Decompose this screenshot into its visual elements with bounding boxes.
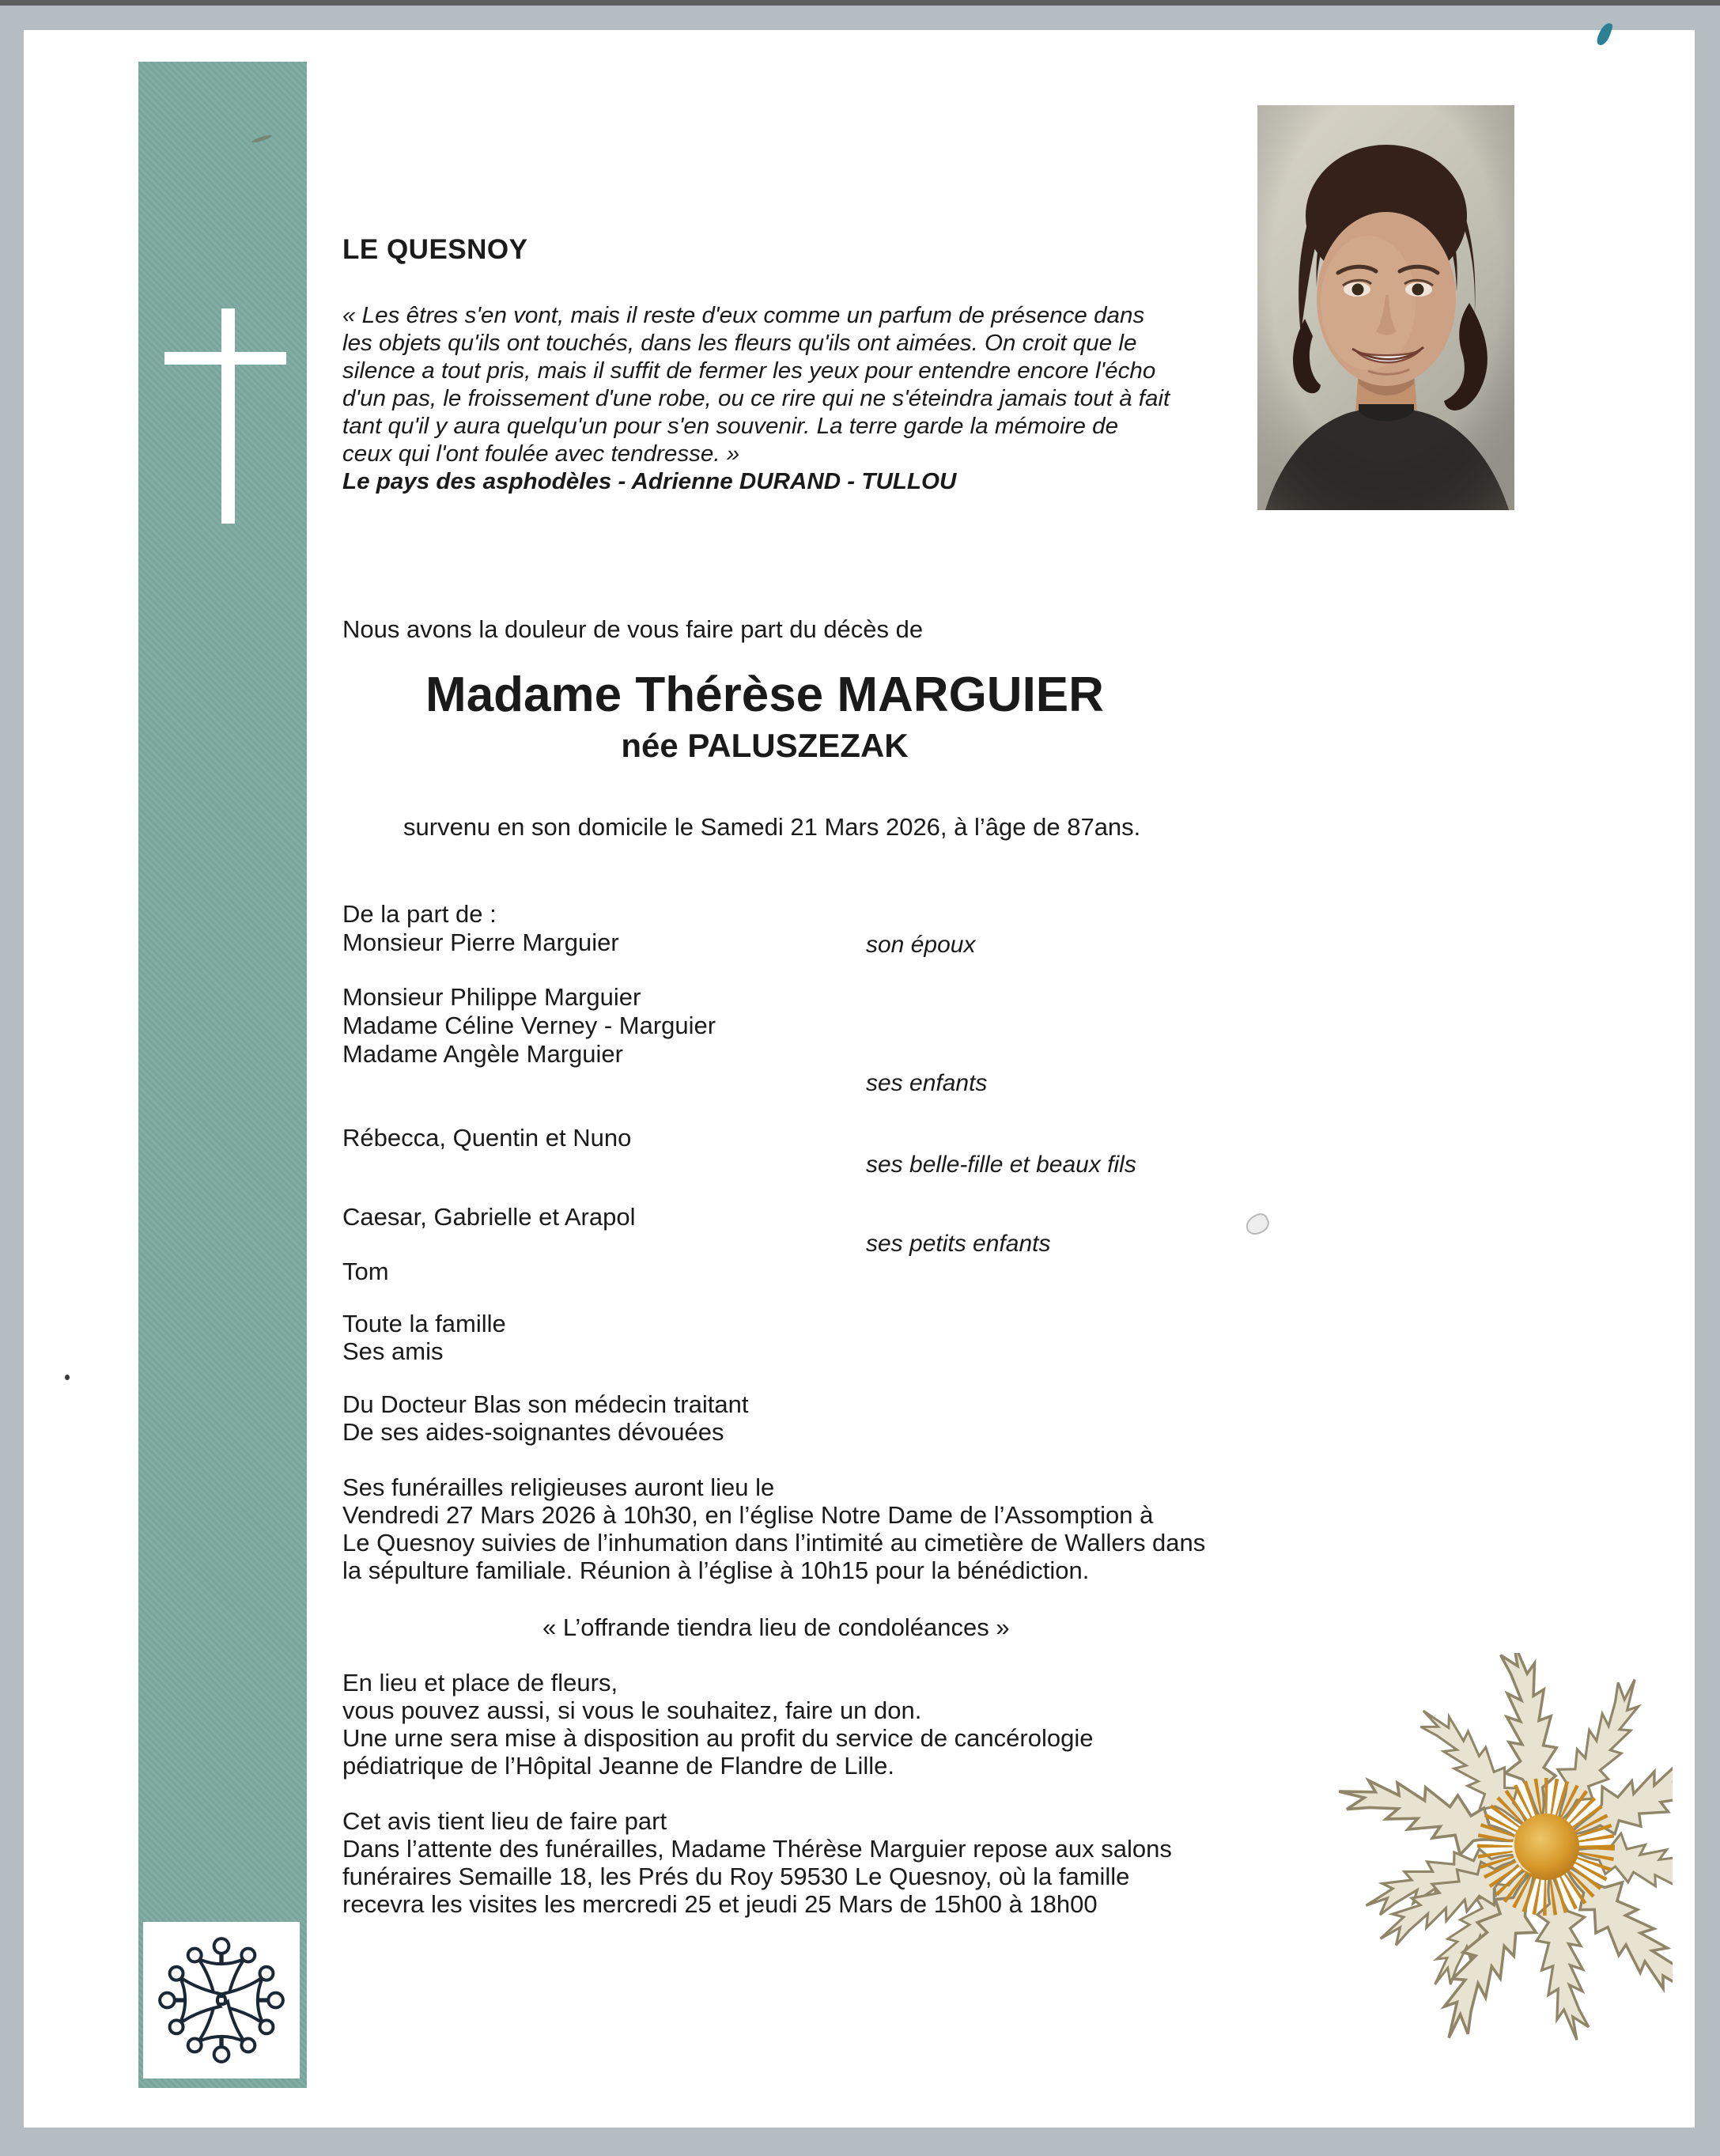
scan-artifact [65,1375,70,1380]
family-and-friends [342,1310,506,1365]
donation-line: Une urne sera mise à disposition au profit du service de cancérologie [342,1724,1094,1752]
notice-line: funéraires Semaille 18, les Prés du Roy 59530 Le Quesnoy, où la famille [342,1863,1130,1890]
maiden-name: née PALUSZEZAK [621,727,909,764]
latin-cross-icon [221,308,235,524]
friends-line: Ses amis [342,1337,444,1365]
sun-disc [1513,1814,1579,1880]
quote-line: « Les êtres s'en vont, mais il reste d'eux comme un parfum de présence dans [342,303,1145,328]
scan-artifact [1242,1211,1272,1238]
quote-line: d'un pas, le froissement d'une robe, ou ce rire qui ne s'éteindra jamais tout à fait [342,386,1170,411]
caregivers-line: De ses aides-soignantes dévouées [342,1418,724,1446]
quote-line: tant qu'il y aura quelqu'un pour s'en souvenir. La terre garde la mémoire de [342,414,1119,439]
funeral-details [342,1473,1205,1584]
visitation-notice [342,1807,1172,1918]
funeral-line: Le Quesnoy suivies de l’inhumation dans l’intimité au cimetière de Wallers dans [342,1529,1206,1556]
medical-acknowledgement [342,1390,748,1446]
memorial-band [138,62,307,2088]
deceased-name: Madame Thérèse MARGUIER [425,668,1104,722]
grandchildren-relation: ses petits enfants [866,1231,1051,1257]
funeral-line: la sépulture familiale. Réunion à l’église à 10h15 pour la bénédiction. [342,1556,1090,1584]
spouse-name: Monsieur Pierre Marguier [342,929,619,956]
death-details: survenu en son domicile le Samedi 21 Mars 2026, à l’âge de 87ans. [403,813,1141,841]
scanner-edge-line [0,0,1720,6]
portrait-photo [1257,105,1514,510]
family-line: Toute la famille [342,1310,506,1337]
city-heading: LE QUESNOY [342,234,528,265]
inlaws-names: Rébecca, Quentin et Nuno [342,1124,632,1152]
child-name: Monsieur Philippe Marguier [342,983,641,1011]
children-names [342,983,716,1069]
occitan-cross-panel [143,1922,300,2078]
greatgrandchild-name: Tom [342,1258,389,1285]
notice-line: Dans l’attente des funérailles, Madame Thérèse Marguier repose aux salons [342,1835,1172,1863]
notice-line: Cet avis tient lieu de faire part [342,1807,667,1835]
donation-line: En lieu et place de fleurs, [342,1669,618,1696]
doctor-line: Du Docteur Blas son médecin traitant [342,1390,749,1418]
child-name: Madame Angèle Marguier [342,1040,623,1068]
funeral-line: Vendredi 27 Mars 2026 à 10h30, en l’église Notre Dame de l’Assomption à [342,1501,1154,1529]
announcement-page [24,30,1695,2128]
grandchildren-names: Caesar, Gabrielle et Arapol [342,1203,636,1231]
donation-line: vous pouvez aussi, si vous le souhaitez, faire un don. [342,1696,922,1724]
spouse-relation: son époux [866,932,976,958]
funeral-line: Ses funérailles religieuses auront lieu le [342,1473,775,1501]
donation-line: pédiatrique de l’Hôpital Jeanne de Flandre de Lille. [342,1752,894,1780]
occitan-cross-icon [151,1930,292,2071]
child-name: Madame Céline Verney - Marguier [342,1012,716,1039]
thistle-sun-decoration [1305,1653,1673,2056]
deceased-name-block [342,668,1187,766]
latin-cross-icon [164,352,286,365]
quote-line: ceux qui l'ont foulée avec tendresse. » [342,441,740,467]
offering-line: « L’offrande tiendra lieu de condoléances » [542,1613,1010,1641]
quote-attribution: Le pays des asphodèles - Adrienne DURAND - TULLOU [342,469,957,494]
children-relation: ses enfants [866,1070,988,1096]
inlaws-relation: ses belle-fille et beaux fils [866,1152,1136,1178]
family-heading: De la part de : [342,900,497,928]
announcement-intro: Nous avons la douleur de vous faire part du décès de [342,615,924,643]
memorial-quote [342,302,1170,496]
notice-line: recevra les visites les mercredi 25 et jeudi 25 Mars de 15h00 à 18h00 [342,1890,1098,1918]
donation-details [342,1669,1093,1780]
quote-line: silence a tout pris, mais il suffit de fermer les yeux pour entendre encore l'écho [342,358,1156,384]
quote-line: les objets qu'ils ont touchés, dans les fleurs qu'ils ont aimées. On croit que le [342,331,1137,356]
